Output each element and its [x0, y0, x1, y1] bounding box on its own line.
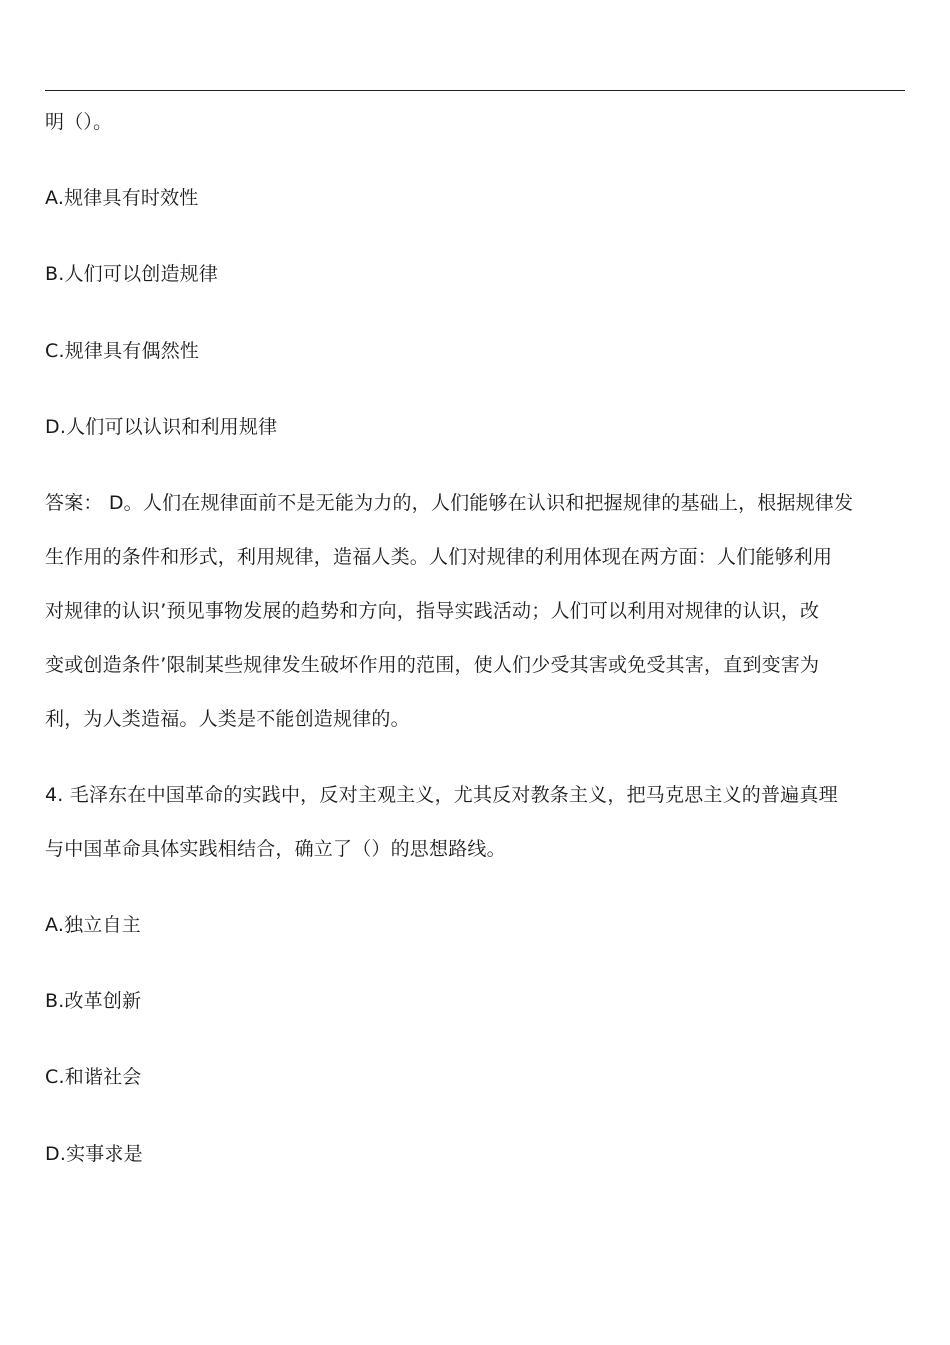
question-4-stem-line: 与中国革命具体实践相结合，确立了（）的思想路线。 — [45, 838, 506, 860]
question-4-stem-line: 4. 毛泽东在中国革命的实践中，反对主观主义，尤其反对教条主义，把马克思主义的普遍真理 — [45, 784, 838, 806]
question-3-answer-line: 答案： D。人们在规律面前不是无能为力的，人们能够在认识和把握规律的基础上，根据规律发 — [45, 492, 854, 514]
question-3-option-a: A.规律具有时效性 — [45, 187, 199, 209]
question-3-answer-line: 变或创造条件’限制某些规律发生破坏作用的范围，使人们少受其害或免受其害，直到变害为 — [45, 654, 820, 676]
question-4-option-b: B.改革创新 — [45, 990, 142, 1012]
question-4-option-d: D.实事求是 — [45, 1143, 143, 1165]
question-3-answer-line: 生作用的条件和形式，利用规律，造福人类。人们对规律的利用体现在两方面：人们能够利用 — [45, 546, 833, 568]
question-3-option-c: C.规律具有偶然性 — [45, 340, 200, 362]
question-3-option-b: B.人们可以创造规律 — [45, 263, 219, 285]
question-3-answer-line: 对规律的认识’预见事物发展的趋势和方向，指导实践活动；人们可以利用对规律的认识，改 — [45, 600, 820, 622]
question-3-stem-tail: 明（）。 — [45, 111, 113, 133]
header-rule — [45, 90, 905, 91]
question-4-option-a: A.独立自主 — [45, 914, 141, 936]
question-4-option-c: C.和谐社会 — [45, 1066, 142, 1088]
question-3-answer-line: 利，为人类造福。人类是不能创造规律的。 — [45, 708, 410, 730]
question-3-option-d: D.人们可以认识和利用规律 — [45, 416, 278, 438]
